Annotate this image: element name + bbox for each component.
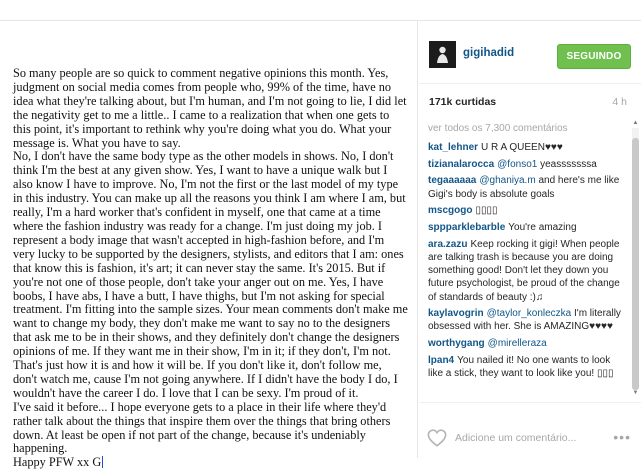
comment-text: Keep rocking it gigi! When people are talking trash is because you are doing something good! Don't let they down you future psychologist, be proud of the change of standards of beauty :)♫ xyxy=(428,238,620,303)
comments-scrollbar[interactable] xyxy=(632,120,639,397)
post-sidebar xyxy=(419,21,641,458)
note-paragraph-1: So many people are so quick to comment negative opinions this month. Yes, judgment on social media comes from people who, 99% of the time, have no idea what they're talking about, but I'm human, and I'm not going to lie, I did let the negativity get to me a little.. I came to a realization that when one gets to this point, it's important to rethink why you're doing what you do. What your message is. What you have to say. xyxy=(13,66,407,150)
comment-input[interactable] xyxy=(455,430,615,446)
avatar[interactable] xyxy=(429,41,456,68)
likes-count[interactable]: 171k curtidas xyxy=(429,96,497,108)
load-more-comments-link[interactable]: ver todos os 7,300 comentários xyxy=(428,123,568,134)
scroll-up-arrow-icon[interactable]: ▲ xyxy=(632,120,639,126)
comment-mention[interactable]: @fonso1 xyxy=(497,158,538,170)
comment-text: ▯▯▯▯ xyxy=(475,205,498,217)
note-signoff xyxy=(13,456,408,470)
post-photo[interactable] xyxy=(0,21,418,470)
text-cursor xyxy=(102,456,103,468)
post-time: 4 h xyxy=(612,96,627,108)
comment-text: U R A QUEEN♥♥♥ xyxy=(481,142,563,153)
comment-author[interactable]: kat_lehner xyxy=(428,142,479,153)
comment-item xyxy=(428,141,624,154)
comment-text: You nailed it! No one wants to look like a stick, they want to look like you! ▯▯▯ xyxy=(428,354,614,380)
comment-item xyxy=(428,238,624,304)
comment-text: yeasssssssa xyxy=(537,158,597,170)
comment-author[interactable]: mscgogo xyxy=(428,205,473,217)
comment-item xyxy=(428,158,624,171)
comment-author[interactable]: tizianalarocca xyxy=(428,158,495,170)
note-paragraph-3: I've said it before... I hope everyone gets to a place in their life where they'd rather talk about the things that inspire them over the things that bring others down. At least be open if not part of the change, because it's undeniably happening. xyxy=(13,399,391,456)
scroll-down-arrow-icon[interactable]: ▼ xyxy=(632,390,639,396)
avatar-silhouette-icon xyxy=(429,41,456,68)
comment-item xyxy=(428,221,624,234)
comment-mention[interactable]: @taylor_konleczka xyxy=(486,308,572,320)
like-heart-icon[interactable] xyxy=(427,429,447,447)
note-text xyxy=(13,67,408,470)
comment-mention[interactable]: @ghaniya.m xyxy=(479,175,536,187)
comment-text: I'm literally obsessed with her. She is AMAZING♥♥♥♥ xyxy=(428,308,621,333)
comment-footer xyxy=(419,402,641,458)
comment-author[interactable]: worthygang xyxy=(428,338,485,350)
comment-list xyxy=(428,141,624,384)
post-header xyxy=(419,21,641,84)
username-link[interactable]: gigihadid xyxy=(463,47,515,59)
following-button[interactable]: SEGUINDO xyxy=(557,44,631,69)
scrollbar-track[interactable] xyxy=(632,128,639,389)
comment-item xyxy=(428,354,624,380)
note-signoff-text: Happy PFW xx G xyxy=(13,455,102,470)
comment-author[interactable]: tegaaaaaa xyxy=(428,175,477,187)
comment-text: You're amazing xyxy=(508,222,577,234)
more-options-icon[interactable]: ••• xyxy=(613,429,631,445)
comment-item xyxy=(428,307,624,333)
comment-item xyxy=(428,204,624,217)
comment-item xyxy=(428,337,624,350)
comment-author[interactable]: lpan4 xyxy=(428,354,455,366)
comment-author[interactable]: ara.zazu xyxy=(428,238,468,250)
note-paragraph-2: No, I don't have the same body type as the other models in shows. No, I don't think I'm the best at any given show. Yes, I want to have a unique walk but I also know I have to improve. No, I'm not the first or the last model of my type in this industry. You can make up all the reasons you think I am where I am, but really, I'm a hard worker that's confident in myself, one that came at a time where the fashion industry was ready for a change. I'm just doing my job. I represent a body image that wasn't accepted in high-fashion before, and I'm very lucky to be supported by the designers, stylists, and editors that I am: ones that know this is fashion, it's art; it can never stay the same. It's 2015. But if you're not one of those people, don't take your anger out on me. Yes, I have boobs, I have abs, I have a butt, I have thighs, but I'm not asking for special treatment. I'm fitting into the sample sizes. Your mean comments don't make me want to change my body, they don't make me want to say no to the designers that ask me to be in their shows, and they definitely don't change the designers opinions of me. If they want me in their show, I'm in it; if they don't, I'm not. That's just how it is and how it will be. If you don't like it, don't follow me, don't watch me, cause I'm not going anywhere. If I didn't have the body I do, I wouldn't have the career I do. I love that I can be sexy. I'm proud of it. xyxy=(13,149,408,400)
post-stats xyxy=(419,84,641,120)
comment-author[interactable]: sppparklebarble xyxy=(428,222,506,234)
comment-text: and here's me like Gigi's body is absolute goals xyxy=(428,175,620,200)
comment-author[interactable]: kaylavogrin xyxy=(428,308,484,320)
comment-item xyxy=(428,174,624,200)
comment-mention[interactable]: @mirelleraza xyxy=(487,338,547,350)
scrollbar-thumb[interactable] xyxy=(632,138,639,390)
